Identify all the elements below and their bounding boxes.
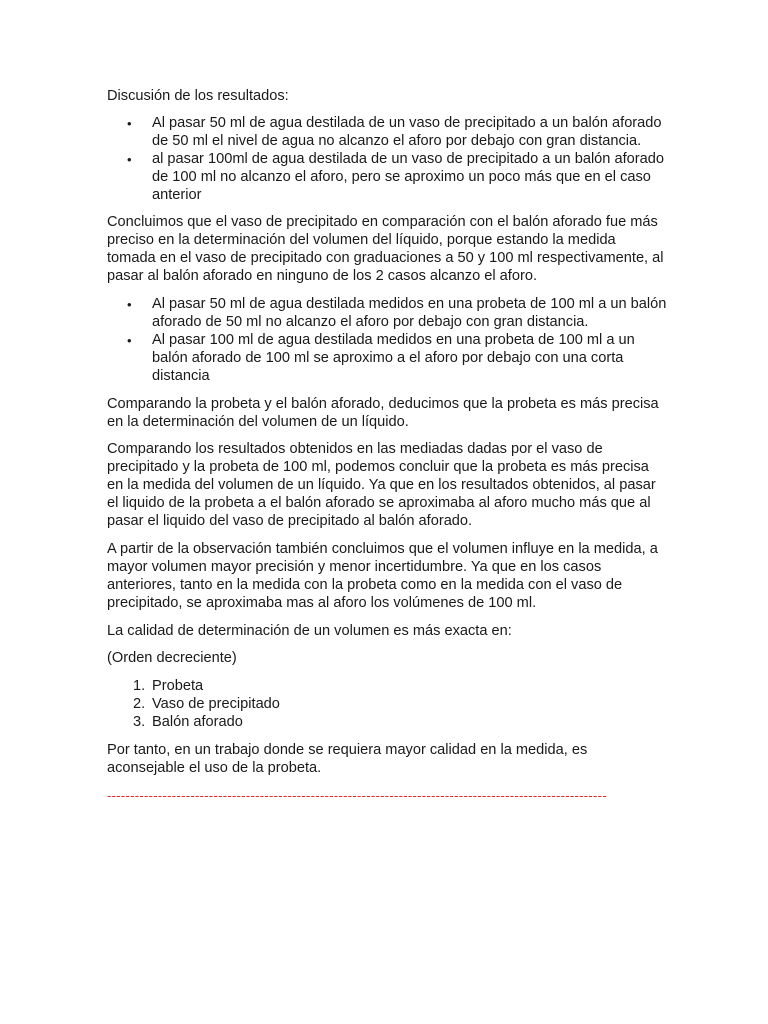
list-item	[107, 696, 667, 714]
bullet-list-vaso	[107, 115, 667, 205]
paragraph-comparison-results: Comparando los resultados obtenidos en las mediadas dadas por el vaso de precipitado y la probeta de 100 ml, podemos concluir que la probeta es más precisa en la medida del volumen de un líquido. Ya que en los resultados obtenidos, al pasar el liquido de la probeta a el balón aforado se aproximaba al aforo mucho más que al pasar el liquido del vaso de precipitado al balón aforado.	[107, 441, 656, 530]
list-item	[107, 151, 667, 205]
list-item	[107, 296, 667, 332]
list-item-text: Al pasar 50 ml de agua destilada de un vaso de precipitado a un balón aforado de 50 ml el nivel de agua no alcanzo el aforo por debajo con gran distancia.	[152, 114, 662, 149]
list-item-text: al pasar 100ml de agua destilada de un vaso de precipitado a un balón aforado de 100 ml no alcanzo el aforo, pero se aproximo un poco más que en el caso anterior	[152, 150, 664, 203]
paragraph-comparison-probeta: Comparando la probeta y el balón aforado, deducimos que la probeta es más precisa en la determinación del volumen de un líquido.	[107, 395, 659, 430]
list-number: 1.	[133, 678, 146, 695]
list-item-text: Vaso de precipitado	[152, 696, 280, 713]
section-heading: Discusión de los resultados:	[107, 88, 289, 104]
paragraph-order-note: (Orden decreciente)	[107, 650, 237, 667]
bullet-icon: •	[127, 115, 132, 131]
document-page	[107, 88, 667, 804]
list-number: 3.	[133, 714, 146, 731]
list-item-text: Probeta	[152, 678, 204, 695]
red-dashed-divider: ------------------------------------------------------------------------------------------------------------	[107, 787, 607, 803]
paragraph-quality-intro: La calidad de determinación de un volumen es más exacta en:	[107, 622, 512, 639]
paragraph-conclusion-vaso: Concluimos que el vaso de precipitado en comparación con el balón aforado fue más preciso en la determinación del volumen del líquido, porque estando la medida tomada en el vaso de precipitado con graduaciones a 50 y 100 ml respectivamente, al pasar al balón aforado en ninguno de los 2 casos alcanzo el aforo.	[107, 214, 664, 285]
bullet-icon: •	[127, 297, 132, 313]
ranked-list	[107, 678, 667, 732]
list-item-text: Al pasar 50 ml de agua destilada medidos en una probeta de 100 ml a un balón aforado de 50 ml no alcanzo el aforo por debajo con gran distancia.	[152, 296, 667, 330]
paragraph-final-conclusion: Por tanto, en un trabajo donde se requiera mayor calidad en la medida, es aconsejable el uso de la probeta.	[107, 742, 588, 776]
list-item	[107, 332, 667, 386]
bullet-icon: •	[127, 332, 132, 348]
list-item	[107, 115, 667, 151]
list-item	[107, 678, 667, 696]
bullet-icon: •	[127, 151, 132, 167]
list-item	[107, 714, 667, 732]
bullet-list-probeta	[107, 296, 667, 386]
list-item-text: Al pasar 100 ml de agua destilada medidos en una probeta de 100 ml a un balón aforado de 100 ml se aproximo a el aforo por debajo con una corta distancia	[152, 331, 635, 384]
paragraph-volume-influence: A partir de la observación también concluimos que el volumen influye en la medida, a mayor volumen mayor precisión y menor incertidumbre. Ya que en los casos anteriores, tanto en la medida con la probeta como en la medida con el vaso de precipitado, se aproximaba mas al aforo los volúmenes de 100 ml.	[107, 540, 658, 611]
list-item-text: Balón aforado	[152, 714, 243, 731]
list-number: 2.	[133, 696, 146, 713]
